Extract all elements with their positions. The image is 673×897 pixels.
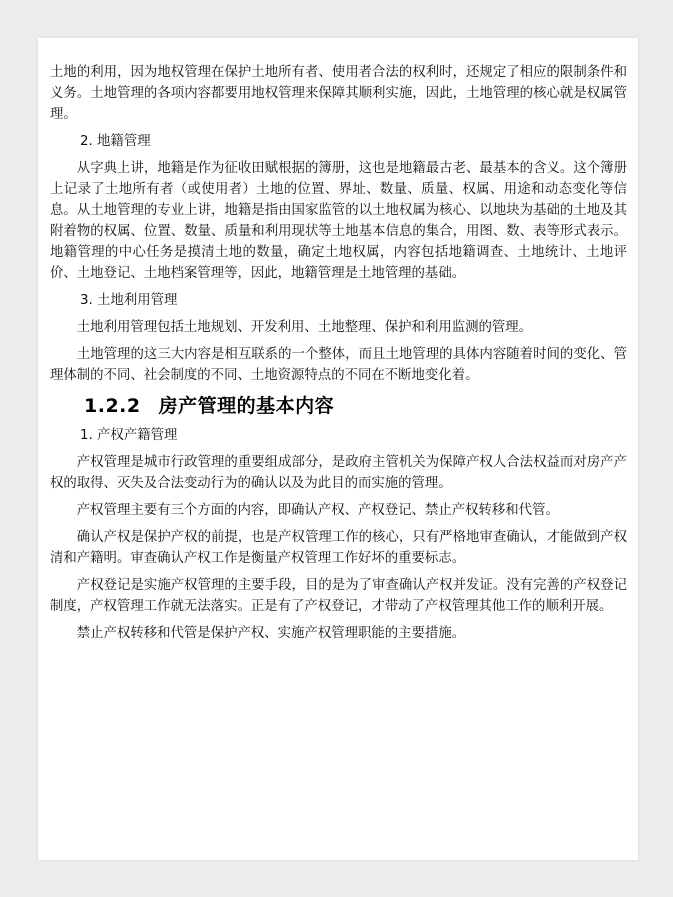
paragraph-property-rights-aspects: 产权管理主要有三个方面的内容，即确认产权、产权登记、禁止产权转移和代管。 — [76, 503, 559, 518]
subheading-land-use-management: 3. 土地利用管理 — [80, 293, 178, 308]
paragraph-property-rights-definition: 产权管理是城市行政管理的重要组成部分，是政府主管机关为保障产权人合法权益而对房产产权的取得、灭失及合法变动行为的确认以及为此目的而实施的管理。 — [50, 455, 627, 491]
section-title: 房产管理的基本内容 — [158, 395, 335, 417]
subheading-property-rights: 1. 产权产籍管理 — [80, 428, 178, 443]
paragraph-prohibit-transfer: 禁止产权转移和代管是保护产权、实施产权管理职能的主要措施。 — [76, 626, 466, 641]
paragraph-confirm-rights: 确认产权是保护产权的前提，也是产权管理工作的核心，只有严格地审查确认，才能做到产权清和产籍明。审查确认产权工作是衡量产权管理工作好坏的重要标志。 — [50, 530, 627, 566]
paragraph-land-rights-core: 土地的利用，因为地权管理在保护土地所有者、使用者合法的权利时，还规定了相应的限制条件和义务。土地管理的各项内容都要用地权管理来保障其顺利实施，因此，土地管理的核心就是权属管理。 — [50, 65, 627, 122]
subheading-cadastre-management: 2. 地籍管理 — [80, 134, 151, 149]
paragraph-land-use-scope: 土地利用管理包括土地规划、开发利用、土地整理、保护和利用监测的管理。 — [76, 320, 533, 335]
paragraph-land-management-summary: 土地管理的这三大内容是相互联系的一个整体，而且土地管理的具体内容随着时间的变化、管理体制的不同、社会制度的不同、土地资源特点的不同在不断地变化着。 — [50, 347, 627, 383]
document-body — [50, 62, 627, 650]
document-page — [38, 38, 638, 860]
paragraph-rights-registration: 产权登记是实施产权管理的主要手段，目的是为了审查确认产权并发证。没有完善的产权登记制度，产权管理工作就无法落实。正是有了产权登记，才带动了产权管理其他工作的顺利开展。 — [50, 578, 627, 614]
paragraph-cadastre-definition: 从字典上讲，地籍是作为征收田赋根据的簿册，这也是地籍最古老、最基本的含义。这个簿册上记录了土地所有者（或使用者）土地的位置、界址、数量、质量、权属、用途和动态变化等信息。从土地管理的专业上讲，地籍是指由国家监管的以土地权属为核心、以地块为基础的土地及其附着物的权属、位置、数量、质量和利用现状等土地基本信息的集合，用图、数、表等形式表示。地籍管理的中心任务是摸清土地的数量，确定土地权属，内容包括地籍调查、土地统计、土地评价、土地登记、土地档案管理等，因此，地籍管理是土地管理的基础。 — [50, 161, 627, 281]
section-number: 1.2.2 — [84, 395, 141, 417]
section-heading — [50, 392, 627, 420]
